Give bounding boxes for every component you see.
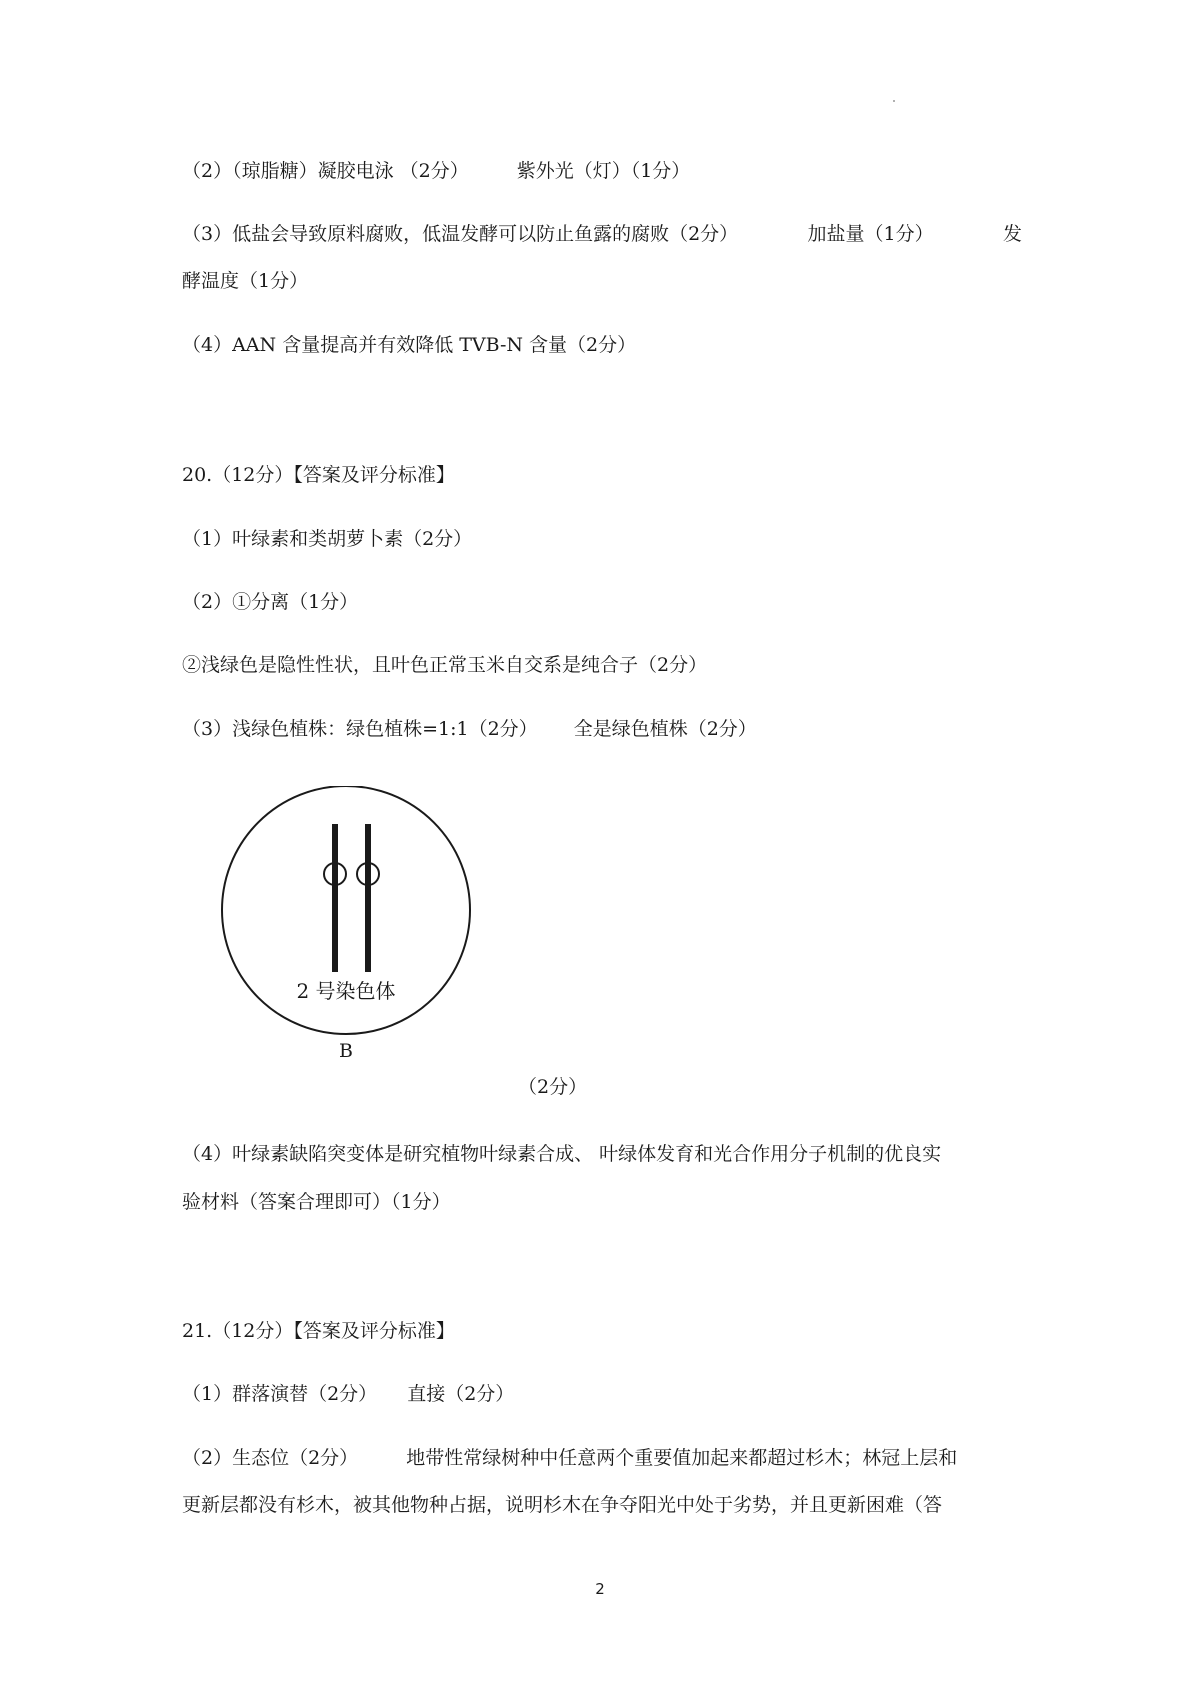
answer-21-1: （1）群落演替（2分） 直接（2分） [182, 1383, 515, 1405]
answer-19-3-line2: 酵温度（1分） [182, 270, 309, 292]
chromosome-label: 2 号染色体 [296, 979, 396, 1003]
answer-21-2-line1: （2）生态位（2分） 地带性常绿树种中任意两个重要值加起来都超过杉木；林冠上层和 [182, 1447, 958, 1469]
answer-20-4-line2: 验材料（答案合理即可）（1分） [182, 1191, 451, 1213]
answer-19-2: （2）（琼脂糖）凝胶电泳 （2分） 紫外光（灯）（1分） [182, 160, 691, 182]
answer-20-1: （1）叶绿素和类胡萝卜素（2分） [182, 528, 473, 550]
question-21-heading: 21.（12分）【答案及评分标准】 [182, 1320, 455, 1342]
cell-chromosome-figure [218, 786, 474, 1086]
answer-20-2-2: ②浅绿色是隐性性状，且叶色正常玉米自交系是纯合子（2分） [182, 654, 708, 676]
figure-letter: B [339, 1040, 353, 1062]
question-20-heading: 20.（12分）【答案及评分标准】 [182, 464, 455, 486]
answer-20-3: （3）浅绿色植株：绿色植株=1:1（2分） 全是绿色植株（2分） [182, 718, 757, 740]
answer-19-4: （4）AAN 含量提高并有效降低 TVB-N 含量（2分） [182, 334, 637, 356]
answer-21-2-line2: 更新层都没有杉木，被其他物种占据，说明杉木在争夺阳光中处于劣势，并且更新困难（答 [182, 1494, 943, 1516]
scan-speck [893, 100, 895, 102]
page-number: 2 [595, 1580, 605, 1598]
answer-19-3-line1: （3）低盐会导致原料腐败，低温发酵可以防止鱼露的腐败（2分） 加盐量（1分） 发 [182, 223, 1022, 245]
answer-20-2-1: （2）①分离（1分） [182, 591, 359, 613]
figure-score: （2分） [518, 1076, 588, 1098]
answer-20-4-line1: （4）叶绿素缺陷突变体是研究植物叶绿素合成、 叶绿体发育和光合作用分子机制的优良实 [182, 1143, 942, 1165]
